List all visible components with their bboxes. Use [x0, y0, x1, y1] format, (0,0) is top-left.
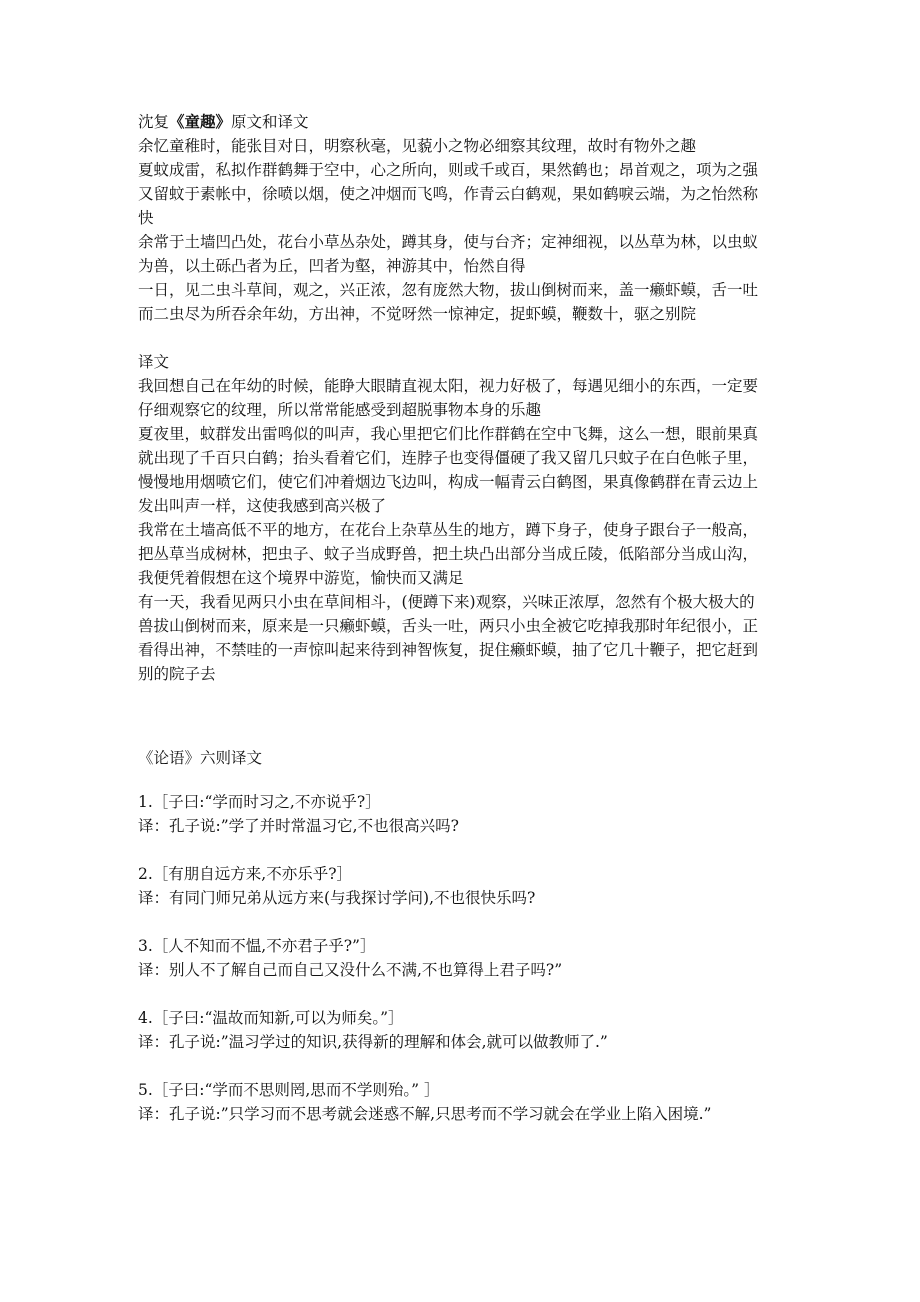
original-line: 一日，见二虫斗草间，观之，兴正浓，忽有庞然大物，拔山倒树而来，盖一癞虾蟆，舌一吐	[138, 281, 759, 299]
translation-line: 看得出神，不禁哇的一声惊叫起来待到神智恢复，捉住癞虾蟆，抽了它几十鞭子，把它赶到	[138, 641, 759, 659]
original-line: 夏蚊成雷，私拟作群鹤舞于空中，心之所向，则或千或百，果然鹤也；昂首观之，项为之强	[138, 161, 759, 179]
lunyu-title: 《论语》六则译文	[138, 749, 263, 767]
lunyu-item	[138, 1078, 788, 1126]
lunyu-item	[138, 790, 788, 838]
lunyu-item	[138, 934, 788, 982]
translation-line: 慢慢地用烟喷它们，使它们冲着烟边飞边叫，构成一幅青云白鹤图，果真像鹤群在青云边上	[138, 473, 759, 491]
section-spacer	[138, 686, 788, 746]
translation-line: 发出叫声一样，这使我感到高兴极了	[138, 497, 387, 515]
lunyu-quote: 1.［子曰:“学而时习之,不亦说乎?］	[138, 793, 381, 811]
lunyu-quote: 2.［有朋自远方来,不亦乐乎?］	[138, 865, 353, 883]
translation-line: 有一天，我看见两只小虫在草间相斗，(便蹲下来)观察，兴味正浓厚，忽然有个极大极大的	[138, 593, 755, 611]
lunyu-translation: 译：有同门师兄弟从远方来(与我探讨学问),不也很快乐吗?	[138, 889, 536, 907]
lunyu-item	[138, 862, 788, 910]
translation-line: 兽拔山倒树而来，原来是一只癞虾蟆，舌头一吐，两只小虫全被它吃掉我那时年纪很小，正	[138, 617, 759, 635]
article-title-suffix: 原文和译文	[231, 113, 309, 131]
translation-line: 我便凭着假想在这个境界中游览，愉快而又满足	[138, 569, 464, 587]
translation-heading: 译文	[138, 353, 170, 371]
translation-line: 我常在土墙高低不平的地方，在花台上杂草丛生的地方，蹲下身子，使身子跟台子一般高，	[138, 521, 759, 539]
translation-line: 就出现了千百只白鹤；抬头看着它们，连脖子也变得僵硬了我又留几只蚊子在白色帐子里，	[138, 449, 759, 467]
translation-line: 夏夜里，蚊群发出雷鸣似的叫声，我心里把它们比作群鹤在空中飞舞，这么一想，眼前果真	[138, 425, 759, 443]
original-line: 快	[138, 209, 154, 227]
original-line: 又留蚊于素帐中，徐喷以烟，使之冲烟而飞鸣，作青云白鹤观，果如鹤唳云端，为之怡然称	[138, 185, 759, 203]
translation-line: 把丛草当成树林，把虫子、蚊子当成野兽，把土块凸出部分当成丘陵，低陷部分当成山沟，	[138, 545, 759, 563]
lunyu-quote: 5.［子曰:“学而不思则罔,思而不学则殆。” ］	[138, 1081, 440, 1099]
lunyu-translation: 译：孔子说:”学了并时常温习它,不也很高兴吗?	[138, 817, 459, 835]
translation-line: 别的院子去	[138, 665, 216, 683]
original-line: 而二虫尽为所吞余年幼，方出神，不觉呀然一惊神定，捉虾蟆，鞭数十，驱之别院	[138, 305, 697, 323]
lunyu-quote: 3.［人不知而不愠,不亦君子乎?”］	[138, 937, 376, 955]
article-title	[138, 110, 788, 134]
translation-text	[138, 374, 788, 686]
lunyu-translation: 译：孔子说:”温习学过的知识,获得新的理解和体会,就可以做教师了.”	[138, 1033, 608, 1051]
original-line: 余忆童稚时，能张目对日，明察秋毫，见藐小之物必细察其纹理，故时有物外之趣	[138, 137, 697, 155]
article-title-work: 《童趣》	[169, 112, 232, 131]
article-title-author: 沈复	[138, 113, 170, 131]
translation-line: 我回想自己在年幼的时候，能睁大眼睛直视太阳，视力好极了，每遇见细小的东西，一定要	[138, 377, 759, 395]
lunyu-list	[138, 790, 788, 1126]
document-page	[138, 110, 788, 1126]
original-text	[138, 134, 788, 326]
lunyu-translation: 译：孔子说:”只学习而不思考就会迷惑不解,只思考而不学习就会在学业上陷入困境.”	[138, 1105, 712, 1123]
lunyu-item	[138, 1006, 788, 1054]
translation-line: 仔细观察它的纹理，所以常常能感受到超脱事物本身的乐趣	[138, 401, 542, 419]
lunyu-translation: 译：别人不了解自己而自己又没什么不满,不也算得上君子吗?”	[138, 961, 563, 979]
paragraph-spacer	[138, 326, 788, 350]
original-line: 为兽，以土砾凸者为丘，凹者为壑，神游其中，怡然自得	[138, 257, 526, 275]
original-line: 余常于土墙凹凸处，花台小草丛杂处，蹲其身，使与台齐；定神细视，以丛草为林，以虫蚁	[138, 233, 759, 251]
lunyu-quote: 4.［子曰:“温故而知新,可以为师矣。”］	[138, 1009, 404, 1027]
